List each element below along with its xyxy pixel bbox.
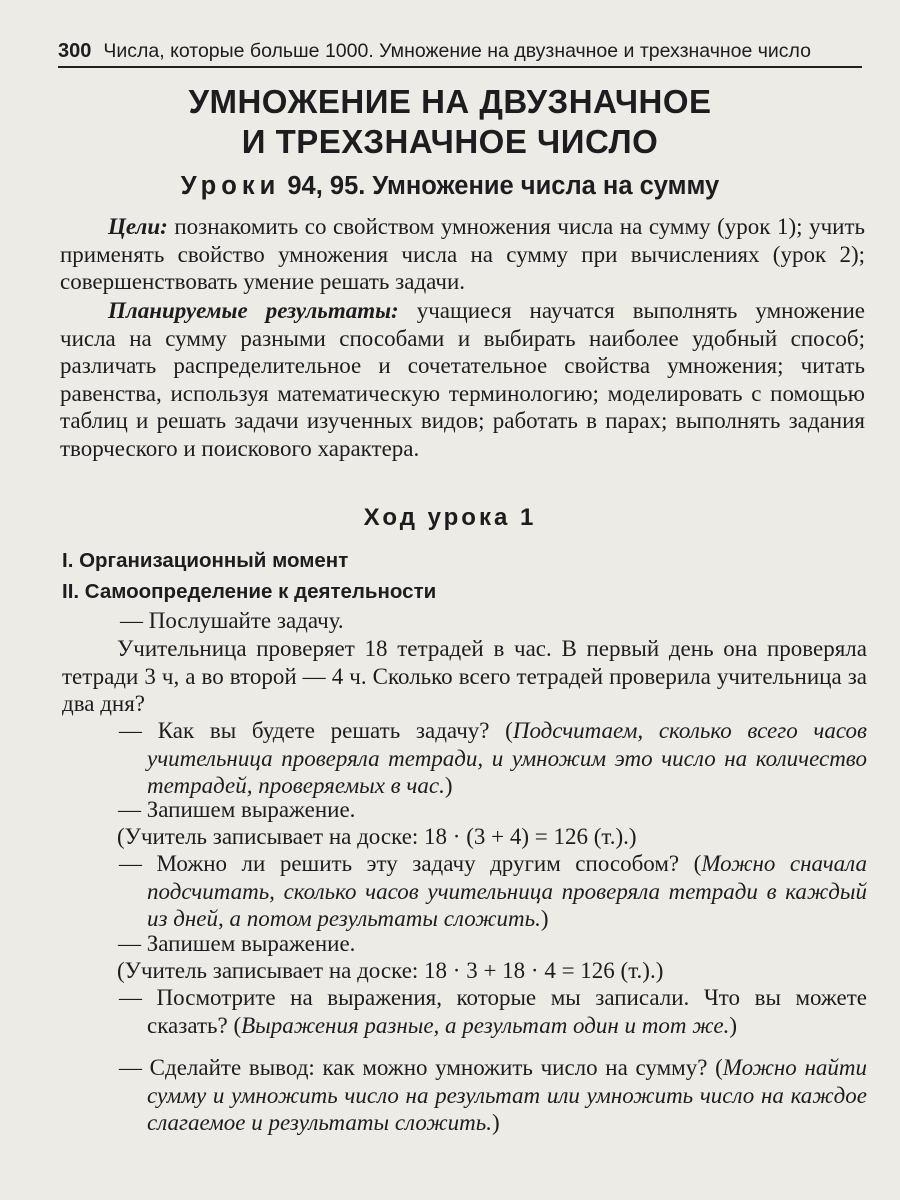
answer-1-close: )	[444, 773, 453, 798]
board-note-2: (Учитель записывает на доске: 18 · 3 + 18 · 4 = 126 (т.).)	[117, 958, 664, 983]
answer-4: Можно найти сумму и умножить число на результат или умножить число на каждое слагаемое и результаты сложить.	[147, 1055, 867, 1135]
running-header	[58, 40, 862, 63]
goals-text: познакомить со свойством умножения числа на сумму (урок 1); учить применять свойство умножения числа на сумму при вычислениях (урок 2); совершенствовать умение решать задачи.	[60, 214, 866, 294]
answer-2: Можно сначала подсчитать, сколько часов учительница проверяла тетради в каждый из дней, а потом результаты сложить.	[147, 851, 867, 931]
goals-paragraph	[60, 213, 865, 296]
question-3-text: — Посмотрите на выражения, которые мы записали. Что вы можете сказать? (	[119, 985, 867, 1038]
results-paragraph	[60, 297, 865, 462]
stage-2-heading: II. Самоопределение к деятельности	[62, 580, 437, 603]
answer-3-close: )	[729, 1012, 737, 1038]
lesson-title	[0, 172, 900, 201]
dialog-write-2: — Запишем выражение.	[118, 931, 356, 956]
task-text: Учительница проверяет 18 тетрадей в час. В первый день она проверяла тетради 3 ч, а во второй — 4 ч. Сколько всего тетрадей проверила учительница за два дня?	[62, 636, 867, 716]
question-4-text: — Сделайте вывод: как можно умножить число на сумму? (	[119, 1055, 723, 1080]
page-number: 300	[58, 40, 92, 62]
section-title-line-1: УМНОЖЕНИЕ НА ДВУЗНАЧНОЕ	[188, 83, 712, 120]
question-2-text: — Можно ли решить эту задачу другим способом? (	[119, 851, 702, 876]
question-1-text: — Как вы будете решать задачу? (	[119, 718, 513, 743]
answer-2-close: )	[540, 906, 549, 931]
results-label: Планируемые результаты:	[108, 298, 399, 323]
question-1	[119, 717, 868, 800]
answer-4-close: )	[492, 1110, 500, 1135]
running-title: Числа, которые больше 1000. Умножение на двузначное и трехзначное число	[103, 40, 811, 62]
question-2	[119, 850, 867, 933]
lesson-number-title: 94, 95. Умножение числа на сумму	[287, 172, 720, 200]
course-title: Ход урока 1	[363, 504, 537, 531]
question-3	[119, 984, 867, 1039]
dialog-write-1: — Запишем выражение.	[118, 797, 356, 822]
answer-1: Подсчитаем, сколько всего часов учительница проверяла тетради, и умножим это число на количество тетрадей, проверяемых в час.	[147, 718, 868, 798]
section-title	[0, 82, 900, 162]
question-4	[119, 1054, 867, 1137]
answer-3: Выражения разные, а результат один и тот же.	[241, 1012, 730, 1038]
results-text: учащиеся научатся выполнять умножение числа на сумму разными способами и выбирать наиболее удобный способ; различать распределительное и сочетательное свойства умножения; читать равенства, используя математическую терминологию; моделировать с помощью таблиц и решать задачи изученных видов; работать в парах; выполнять задания творческого и поискового характера.	[60, 298, 865, 461]
stage-1-heading: I. Организационный момент	[62, 549, 349, 572]
dialog-listen: — Послушайте задачу.	[120, 608, 344, 633]
section-title-line-2: И ТРЕХЗНАЧНОЕ ЧИСЛО	[241, 123, 659, 160]
board-note-1: (Учитель записывает на доске: 18 · (3 + 4) = 126 (т.).)	[117, 824, 637, 849]
goals-label: Цели:	[108, 214, 168, 239]
header-rule	[58, 66, 862, 68]
lesson-label: Уроки	[180, 172, 281, 200]
